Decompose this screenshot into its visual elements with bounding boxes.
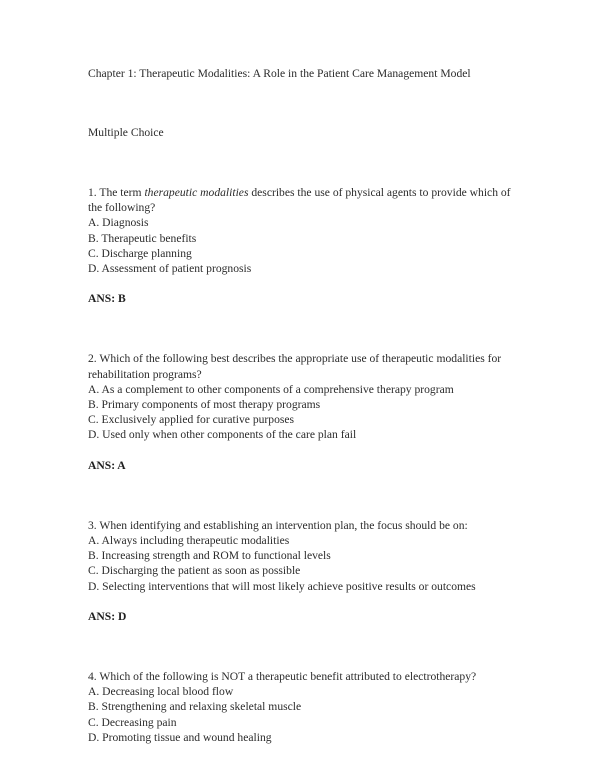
question-block-2 (88, 351, 516, 472)
answer-line-1: ANS: B (88, 292, 126, 306)
options-list-2 (88, 382, 516, 443)
question-stem-4: 4. Which of the following is NOT a therapeutic benefit attributed to electrotherapy? (88, 670, 477, 684)
section-label-multiple-choice: Multiple Choice (88, 126, 164, 139)
question-stem-1-italic-term: therapeutic modalities (144, 186, 249, 199)
question-block-3 (88, 518, 516, 624)
answer-line-2: ANS: A (88, 458, 126, 472)
question-stem-1-part-before: 1. The term (88, 186, 145, 199)
answer-line-3: ANS: D (88, 609, 127, 623)
question-block-4 (88, 669, 516, 745)
option-3-a[interactable]: A. Always including therapeutic modalities (88, 534, 290, 548)
option-2-b[interactable]: B. Primary components of most therapy programs (88, 398, 321, 412)
option-1-a[interactable]: A. Diagnosis (88, 216, 149, 230)
question-stem-2: 2. Which of the following best describes the appropriate use of therapeutic modalities for rehabilitation programs? (88, 352, 502, 381)
question-stem-3: 3. When identifying and establishing an intervention plan, the focus should be on: (88, 518, 468, 532)
options-list-3 (88, 533, 516, 594)
option-3-d[interactable]: D. Selecting interventions that will most likely achieve positive results or outcomes (88, 579, 476, 593)
options-list-4 (88, 684, 516, 745)
document-content (88, 66, 516, 745)
option-4-c[interactable]: C. Decreasing pain (88, 715, 177, 729)
option-4-d[interactable]: D. Promoting tissue and wound healing (88, 730, 272, 744)
option-1-b[interactable]: B. Therapeutic benefits (88, 231, 197, 245)
option-2-d[interactable]: D. Used only when other components of the care plan fail (88, 428, 357, 442)
option-1-d[interactable]: D. Assessment of patient prognosis (88, 262, 252, 276)
option-2-a[interactable]: A. As a complement to other components of a comprehensive therapy program (88, 382, 454, 396)
option-2-c[interactable]: C. Exclusively applied for curative purposes (88, 413, 295, 427)
question-stem-1-part-after: describes the use of physical agents to provide which of the following? (88, 186, 511, 215)
option-4-b[interactable]: B. Strengthening and relaxing skeletal muscle (88, 700, 302, 714)
option-1-c[interactable]: C. Discharge planning (88, 246, 192, 260)
options-list-1 (88, 215, 516, 276)
option-4-a[interactable]: A. Decreasing local blood flow (88, 685, 234, 699)
question-stem-1 (88, 185, 516, 215)
chapter-title: Chapter 1: Therapeutic Modalities: A Role in the Patient Care Management Model (88, 67, 471, 80)
question-block-1 (88, 185, 516, 306)
option-3-c[interactable]: C. Discharging the patient as soon as possible (88, 564, 301, 578)
option-3-b[interactable]: B. Increasing strength and ROM to functional levels (88, 549, 331, 563)
